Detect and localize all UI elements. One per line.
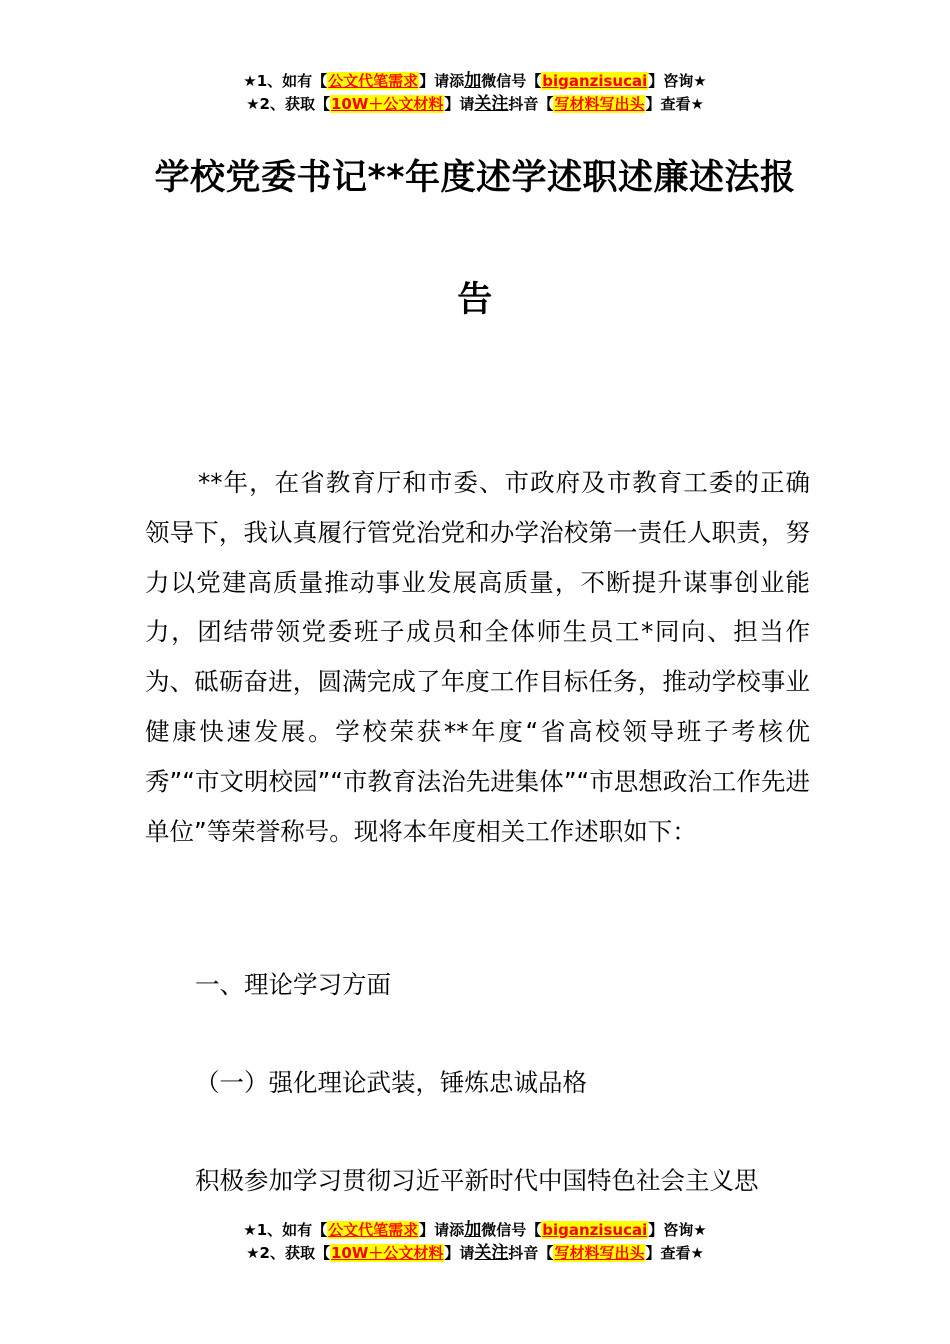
highlight-materials: 10W＋公文材料 (330, 1244, 444, 1262)
document-title-line-1: 学校党委书记**年度述学述职述廉述法报 (154, 158, 796, 198)
section-heading: 一、理论学习方面 (195, 970, 391, 999)
banner-text: 】请 (444, 95, 475, 113)
banner-text: 】查看★ (645, 95, 704, 113)
banner-text: 抖音【 (508, 1244, 554, 1262)
banner-line-1 (0, 1219, 950, 1242)
banner-text: 】咨询★ (648, 72, 707, 90)
banner-text: 】请添 (419, 1221, 465, 1239)
intro-paragraph: **年，在省教育厅和市委、市政府及市教育工委的正确领导下，我认真履行管党治党和办学治校第一责任人职责，努力以党建高质量推动事业发展高质量，不断提升谋事创业能力，团结带领党委班子成员和全体师生员工*同向、担当作为、砥砺奋进，圆满完成了年度工作目标任务，推动学校事业健康快速发展。学校荣获**年度“省高校领导班子考核优秀”“市文明校园”“市教育法治先进集体”“市思想政治工作先进单位”等荣誉称号。现将本年度相关工作述职如下： (145, 468, 810, 846)
banner-text: 加 (464, 71, 482, 91)
highlight-wechat-id: biganzisucai (542, 1221, 648, 1239)
banner-text: ★1、如有【 (243, 1221, 328, 1239)
banner-text: 抖音【 (508, 95, 554, 113)
banner-line-1 (0, 70, 950, 93)
banner-text: 】查看★ (645, 1244, 704, 1262)
document-title-line-2: 告 (457, 280, 493, 320)
bottom-banner (0, 1219, 950, 1265)
banner-text: ★1、如有【 (243, 72, 328, 90)
highlight-wechat-id: biganzisucai (542, 72, 648, 90)
banner-text: 】请添 (419, 72, 465, 90)
highlight-douyin: 写材料写出头 (554, 95, 645, 113)
banner-text: 】请 (444, 1244, 475, 1262)
banner-line-2 (0, 1242, 950, 1265)
banner-text: 微信号【 (481, 72, 542, 90)
highlight-douyin: 写材料写出头 (554, 1244, 645, 1262)
banner-text: 关注 (474, 1243, 509, 1263)
banner-text: 微信号【 (481, 1221, 542, 1239)
top-banner (0, 70, 950, 116)
banner-text: ★2、获取【 (246, 1244, 330, 1262)
body-paragraph: 积极参加学习贯彻习近平新时代中国特色社会主义思 (195, 1166, 759, 1195)
subsection-heading: （一）强化理论武装，锤炼忠诚品格 (195, 1068, 587, 1097)
banner-text: 关注 (474, 94, 509, 114)
highlight-materials: 10W＋公文材料 (330, 95, 444, 113)
banner-text: 】咨询★ (648, 1221, 707, 1239)
highlight-service: 公文代笔需求 (328, 1221, 419, 1239)
highlight-service: 公文代笔需求 (328, 72, 419, 90)
banner-text: 加 (464, 1220, 482, 1240)
banner-text: ★2、获取【 (246, 95, 330, 113)
banner-line-2 (0, 93, 950, 116)
